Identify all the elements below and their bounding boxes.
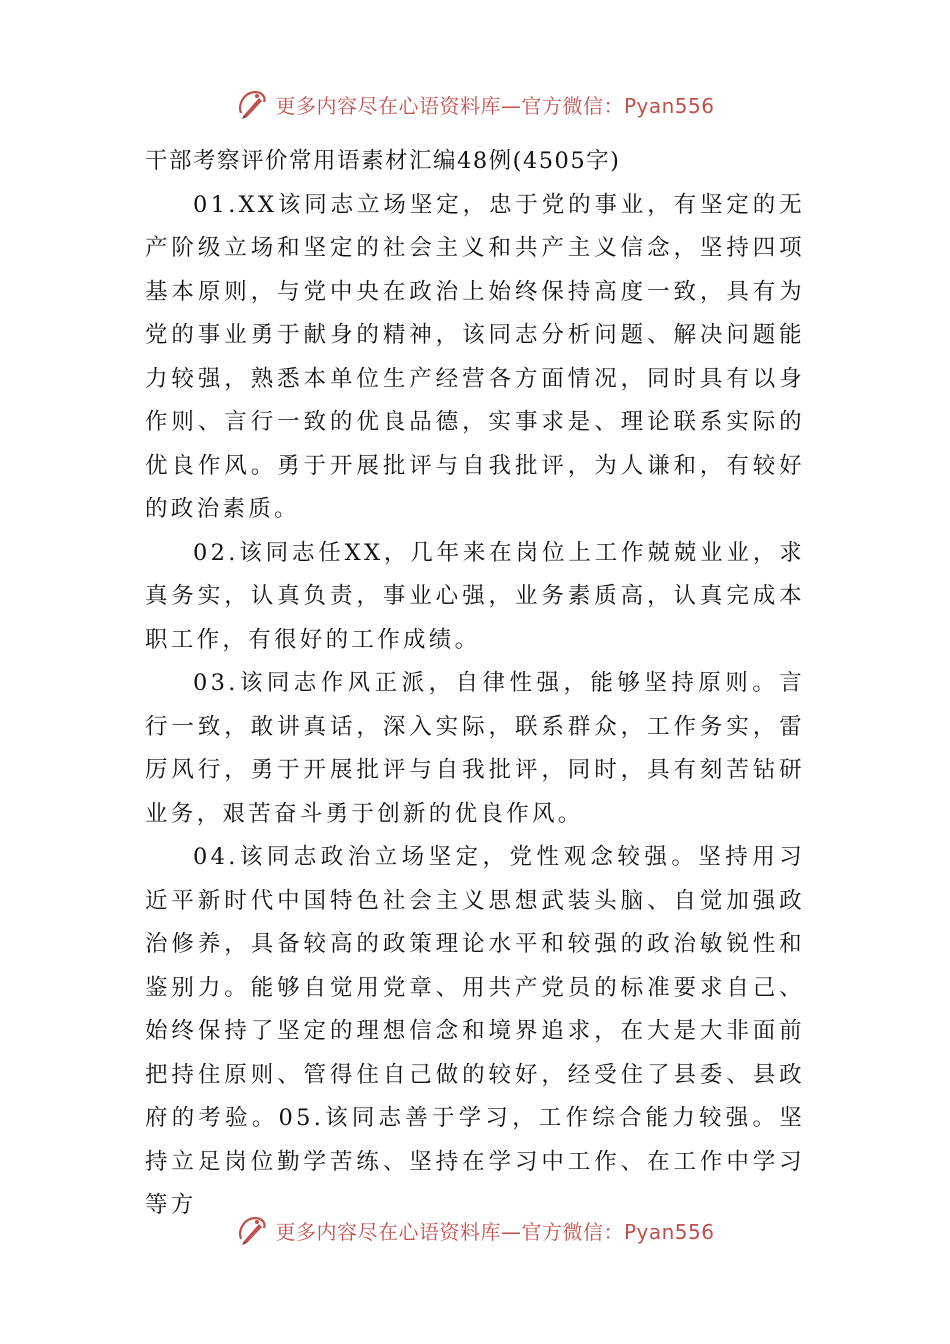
watermark-text: 更多内容尽在心语资料库—官方微信：Pyan556	[275, 1219, 715, 1244]
watermark-text: 更多内容尽在心语资料库—官方微信：Pyan556	[275, 93, 715, 118]
paragraph: 02.该同志任XX，几年来在岗位上工作兢兢业业，求真务实，认真负责，事业心强，业务素质高，认真完成本职工作，有很好的工作成绩。	[145, 539, 805, 653]
pen-nib-icon	[235, 1213, 269, 1247]
document-title: 干部考察评价常用语素材汇编48例(4505字)	[145, 148, 621, 174]
watermark-footer	[0, 1210, 950, 1250]
paragraph: 03.该同志作风正派，自律性强，能够坚持原则。言行一致，敢讲真话，深入实际，联系群众，工作务实，雷厉风行，勇于开展批评与自我批评，同时，具有刻苦钻研业务，艰苦奋斗勇于创新的优良作风。	[145, 670, 805, 827]
paragraph: 01.XX该同志立场坚定，忠于党的事业，有坚定的无产阶级立场和坚定的社会主义和共产主义信念，坚持四项基本原则，与党中央在政治上始终保持高度一致，具有为党的事业勇于献身的精神，该同志分析问题、解决问题能力较强，熟悉本单位生产经营各方面情况，同时具有以身作则、言行一致的优良品德，实事求是、理论联系实际的优良作风。勇于开展批评与自我批评，为人谦和，有较好的政治素质。	[145, 191, 805, 522]
watermark-header	[0, 84, 950, 124]
pen-nib-icon	[235, 87, 269, 121]
paragraph: 04.该同志政治立场坚定，党性观念较强。坚持用习近平新时代中国特色社会主义思想武装头脑、自觉加强政治修养，具备较高的政策理论水平和较强的政治敏锐性和鉴别力。能够自觉用党章、用共产党员的标准要求自己、始终保持了坚定的理想信念和境界追求，在大是大非面前把持住原则、管得住自己做的较好，经受住了县委、县政府的考验。05.该同志善于学习，工作综合能力较强。坚持立足岗位勤学苦练、坚持在学习中工作、在工作中学习等方	[145, 844, 805, 1218]
document-body	[145, 140, 805, 1228]
